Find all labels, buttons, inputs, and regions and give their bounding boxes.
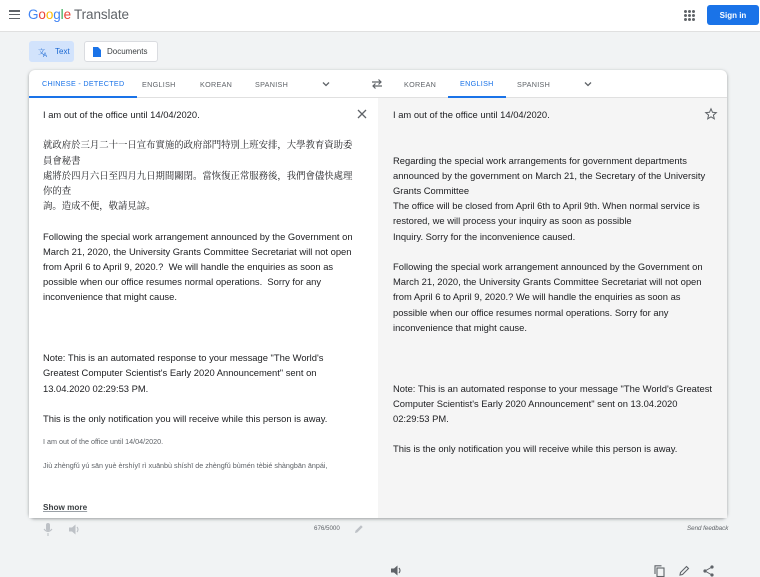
close-icon[interactable] [357,109,367,119]
documents-mode-button[interactable] [84,41,158,62]
tab-target-spanish[interactable]: SPANISH [517,79,551,89]
star-icon[interactable] [705,108,717,120]
share-icon[interactable] [703,565,714,577]
menu-icon[interactable] [9,10,20,19]
chevron-down-icon[interactable] [320,78,332,90]
romanization-text: Jiù zhèngfǔ yú sān yuè èrshíyī rì xuānbù shíshī de zhèngfǔ bùmén tèbié shàngbān ānpái, [43,461,328,470]
character-counter: 676/5000 [314,525,340,532]
documents-mode-label: Documents [107,47,148,56]
tab-source-korean[interactable]: KOREAN [200,79,233,89]
pencil-icon[interactable] [679,565,690,576]
tab-target-english[interactable]: ENGLISH [448,70,506,98]
detected-source-line: I am out of the office until 14/04/2020. [43,437,164,446]
source-textarea[interactable]: I am out of the office until 14/04/2020. 就政府於三月二十一日宣布實施的政府部門特別上班安排，大學教育資助委員會秘書 處將於四月六日至四月九日期間關閉。當恢復正常服務後，我們會儘快處理你的查 詢。造成不便，敬請見諒。 Following the special work arrangement announced by the Government on March 21, 2020, the University Grants Committee Secretariat will not open from April 6 to April 9, 2020.? We will handle the enquiries as soon as possible when our office resumes normal operations. Sorry for any inconvenience that might cause. Note: This is an automated response to your message "The World's Greatest Computer Scientist's Early 2020 Announcement" sent on 13.04.2020 02:29:53 PM. This is the only notification you will receive while this person is away. [43,109,353,425]
copy-icon[interactable] [654,565,665,577]
tab-source-english[interactable]: ENGLISH [142,79,176,89]
tab-target-korean[interactable]: KOREAN [404,79,437,89]
product-name: Translate [74,7,129,22]
tab-source-spanish[interactable]: SPANISH [255,79,289,89]
translate-icon [38,47,49,57]
source-panel [29,98,378,532]
svg-text:文: 文 [38,48,45,56]
apps-icon[interactable] [684,10,695,21]
sign-in-button[interactable]: Sign in [707,5,759,25]
document-icon [93,47,101,57]
top-app-bar [0,0,760,32]
speaker-icon[interactable] [391,565,403,576]
chevron-down-icon[interactable] [582,78,594,90]
google-translate-logo[interactable]: Google Translate [28,7,129,22]
show-more-link[interactable]: Show more [43,503,88,512]
speaker-icon[interactable] [69,524,81,535]
text-mode-label: Text [55,47,70,56]
text-mode-button[interactable] [29,41,74,62]
swap-icon[interactable] [370,77,384,91]
send-feedback-link[interactable]: Send feedback [687,525,729,532]
pencil-icon[interactable] [354,524,364,534]
translation-output: I am out of the office until 14/04/2020. Regarding the special work arrangements for government departments announced by the government on March 21, the Secretary of the University Grants Committee The office will be closed from April 6th to April 9th. When normal service is restored, we will process your inquiry as soon as possible Inquiry. Sorry for the inconvenience caused. Following the special work arrangement announced by the Government on March 21, 2020, the University Grants Committee Secretariat will not open from April 6 to April 9, 2020.? We will handle the enquiries as soon as possible when our office resumes normal operations. Sorry for any inconvenience that might cause. Note: This is an automated response to your message "The World's Greatest Computer Scientist's Early 2020 Announcement" sent on 13.04.2020 02:29:53 PM. This is the only notification you will receive while this person is away. [393,109,712,455]
microphone-icon[interactable] [43,523,53,536]
tab-chinese-detected[interactable]: CHINESE - DETECTED [29,70,137,98]
svg-text:A: A [43,52,48,59]
language-bar [29,70,727,98]
translation-panel [378,98,727,518]
